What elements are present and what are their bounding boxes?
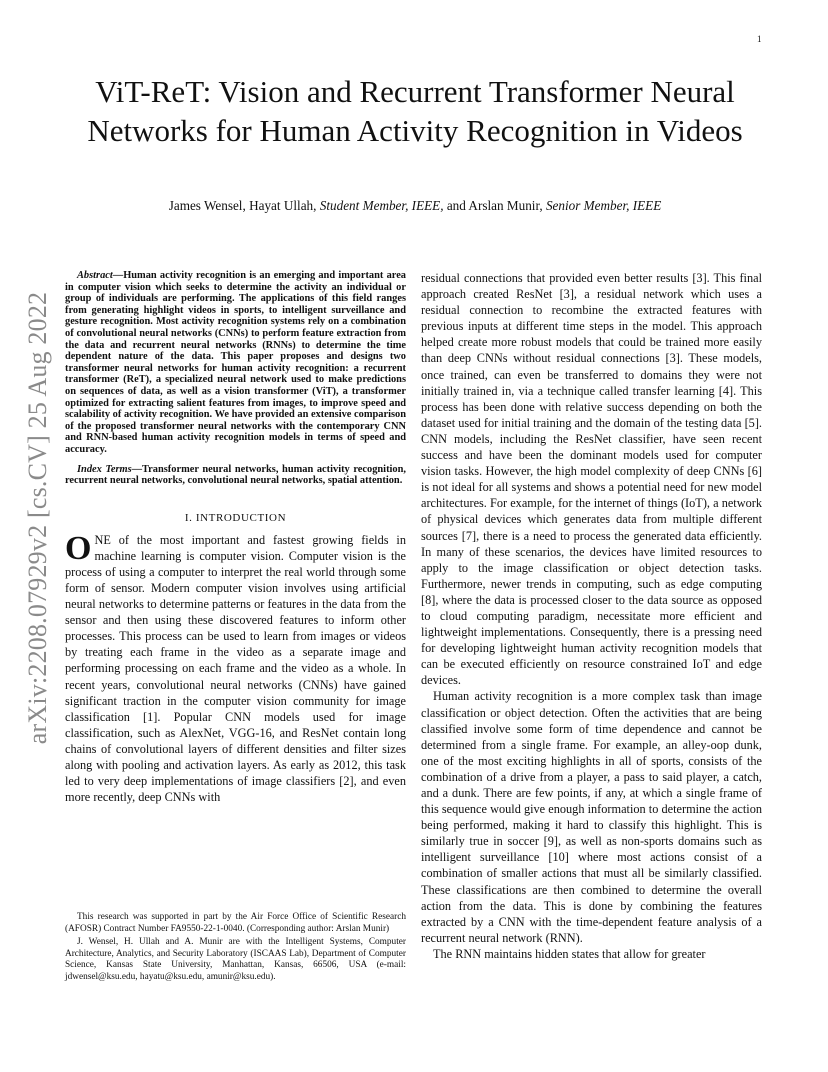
- intro-paragraph-3: The RNN maintains hidden states that allow for greater: [433, 946, 706, 961]
- drop-cap: O: [65, 529, 92, 567]
- page-number: 1: [757, 34, 762, 44]
- intro-paragraph-1: [65, 529, 406, 806]
- section-heading: I. INTRODUCTION: [184, 511, 287, 524]
- abstract: [65, 270, 406, 456]
- footnote-funding: This research was supported in part by the Air Force Office of Scientific Research (AFOSR) Contract Number FA9550-22-1-0040. (Corresponding author: Arslan Munir): [65, 912, 406, 934]
- author-names-1: James Wensel, Hayat Ullah,: [168, 198, 317, 213]
- intro-paragraph-2: Human activity recognition is a more complex task than image classification or object detection. Often the activities that are being classified involve some form of time dependence and cannot be determined from a single frame. For example, an alley-oop dunk, one of the most exciting highlights in all of sports, consists of the combination of a drive from a player, a pass to said player, a catch, and a dunk. There are few points, if any, at which a single frame of this sequence would give enough information to determine the action being performed, making it hard to classify this highlight. This is similarly true in soccer [9], as well as non-sports domains such as intelligent surveillance [10] where most actions consist of a combination of smaller actions that must all be similarly classified. These classifications are then combined to determine the overall action from the data. This is done by combining the features extracted by a CNN with the time-dependent feature analysis of a recurrent neural network (RNN).: [421, 689, 762, 945]
- intro-paragraph-1-text: NE of the most important and fastest growing fields in machine learning is computer vision. Computer vision is the process of using a computer to interpret the real world through some form of sensor. Modern computer vision involves using artificial neural networks to determine patterns or features in the data from the sensor and then using these discovered features to inform other processes. This process can be used to learn from images or videos by treating each frame in the video as a separate image and performing processing on each frame and the video as a whole. In recent years, convolutional neural networks (CNNs) have gained significant traction in the computer vision community for image classification [1]. Popular CNN models used for image classification, such as AlexNet, VGG-16, and ResNet contain long chains of convolutional layers of different densities and filter sizes along with pooling and activation layers. As early as 2012, this task led to very deep implementations of image classifiers [2], and even more recently, deep CNNs with: [65, 532, 406, 805]
- footnote-affiliation: J. Wensel, H. Ullah and A. Munir are with the Intelligent Systems, Computer Architecture, Analytics, and Security Laboratory (ISCAAS Lab), Department of Computer Science, Kansas State University, Manhattan, Kansas, 66506, USA (e-mail: jdwensel@ksu.edu, hayatu@ksu.edu, amunir@ksu.edu).: [65, 937, 406, 982]
- footnotes: [65, 912, 406, 986]
- author-names-2: and Arslan Munir,: [446, 198, 543, 213]
- paper-title: ViT-ReT: Vision and Recurrent Transformer Neural Networks for Human Activity Recognition in Videos: [87, 74, 743, 148]
- intro-paragraph-1-continued: residual connections that provided even better results [3]. This final approach created ResNet [3], a residual network which uses a residual connection to recombine the extracted features with previous inputs at different time steps in the model. This approach helped create more robust models that could be trained more easily than deep CNNs without residual connections [3]. These models, once trained, can even be transferred to domains they were not initially trained in, via a technique called transfer learning [4]. This process has been done with relative success depending on both the dataset used for initial training and the domain of the testing data [5]. CNN models, including the ResNet classifier, have seen recent success and have been the dominant models used for computer vision tasks. However, the high model complexity of deep CNNs [6] is not ideal for all systems and shows a potential need for new model architectures. For example, for the internet of things (IoT), a network of physical devices which generates data from multiple different sources [7], there is a need to process the generated data efficiently. In many of these scenarios, the devices have limited resources to apply to the image classification or object detection tasks. Furthermore, newer trends in computing, such as edge computing [8], where the data is processed closer to the data source as opposed to cloud computing paradigm, necessitate more efficient and lightweight implementations. Consequently, there is a pressing need for developing lightweight human activity recognition models that can be executed efficiently on resource constrained IoT and edge devices.: [421, 271, 762, 688]
- author-role-2: Senior Member, IEEE: [545, 198, 662, 213]
- index-terms-label: Index Terms: [77, 463, 132, 475]
- left-column: [65, 270, 406, 805]
- right-column: [421, 270, 762, 962]
- author-line: [60, 198, 770, 214]
- arxiv-sidebar: [20, 280, 56, 755]
- author-role-1: Student Member, IEEE,: [319, 198, 444, 213]
- index-terms-text: —Transformer neural networks, human activity recognition, recurrent neural networks, convolutional neural networks, spatial attention.: [65, 463, 406, 487]
- abstract-label: Abstract: [77, 270, 113, 281]
- abstract-text: —Human activity recognition is an emerging and important area in computer vision which seeks to determine the activity an individual or group of individuals are performing. The applications of this field ranges from generating highlight videos in sports, to intelligent surveillance and gesture recognition. Most activity recognition systems rely on a combination of convolutional neural networks (CNNs) to perform feature extraction from the data and recurrent neural networks (RNNs) to determine the time dependent nature of the data. This paper proposes and designs two transformer neural networks for human activity recognition: a recurrent transformer (ReT), a specialized neural network used to make predictions on sequences of data, as well as a vision transformer (ViT), a transformer optimized for extracting salient features from images, to improve speed and scalability of activity recognition. We have provided an extensive comparison of the proposed transformer neural networks with the contemporary CNN and RNN-based human activity recognition models in terms of speed and accuracy.: [65, 270, 406, 455]
- index-terms: [65, 464, 406, 487]
- arxiv-identifier: arXiv:2208.07929v2 [cs.CV] 25 Aug 2022: [23, 291, 52, 744]
